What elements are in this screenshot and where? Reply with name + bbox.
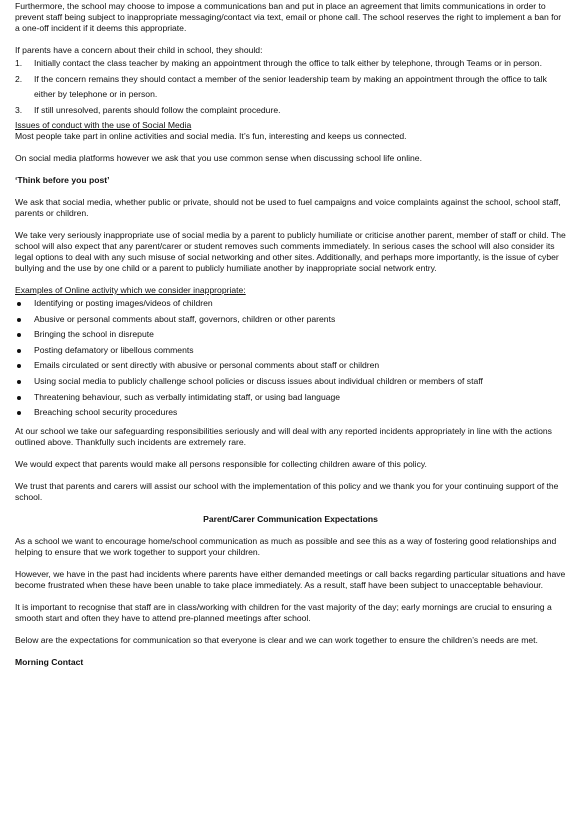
morning-contact-heading: Morning Contact [15, 656, 84, 667]
intro-paragraph: Furthermore, the school may choose to impose a communications ban and put in place an agreement that limits communications in order to prevent staff being subject to inappropriate messaging/contact via text, email or phone call. The school reserves the right to implement a ban for a one-off incident if it deems this appropriate. [15, 1, 562, 33]
step-number: 1. [15, 58, 23, 68]
example-text: Abusive or personal comments about staff, governors, children or other parents [34, 313, 336, 324]
safeguarding-paragraph: At our school we take our safeguarding responsibilities seriously and will deal with any reported incidents appropriately in line with the actions outlined above. Thankfully such incidents are extremely rare. [15, 425, 552, 447]
step-text: If still unresolved, parents should follow the complaint procedure. [34, 104, 281, 115]
expect-paragraph: We would expect that parents would make all persons responsible for collecting children aware of this policy. [15, 458, 427, 469]
communication-heading: Parent/Carer Communication Expectations [203, 513, 378, 524]
bullet-icon [17, 411, 21, 415]
step-text: Initially contact the class teacher by making an appointment through the office to talk either by telephone, through Teams or in person. [34, 58, 542, 68]
examples-heading: Examples of Online activity which we consider inappropriate: [15, 285, 246, 295]
list-item [15, 103, 566, 119]
think-heading: ‘Think before you post’ [15, 175, 110, 185]
bullet-icon [17, 333, 21, 337]
example-text: Breaching school security procedures [34, 407, 178, 418]
list-item [15, 390, 566, 406]
social-media-heading: Issues of conduct with the use of Social Media [15, 120, 192, 130]
trust-paragraph: We trust that parents and carers will assist our school with the implementation of this policy and we thank you for your continuing support of the school. [15, 480, 559, 502]
example-text: Emails circulated or sent directly with abusive or personal comments about staff or children [34, 360, 380, 371]
examples-list [15, 296, 566, 421]
bullet-icon [17, 349, 21, 353]
bullet-icon [17, 380, 21, 384]
list-item [15, 374, 566, 390]
communication-paragraph-4: Below are the expectations for communication so that everyone is clear and we can work together to ensure the children’s needs are met. [15, 634, 538, 645]
think-paragraph-2: We take very seriously inappropriate use of social media by a parent to publicly humiliate or criticise another parent, member of staff or child. The school will also expect that any parent/carer or student removes such comments immediately. In serious cases the school will also consider its legal options to deal with any such misuse of social networking and other sites. Additionally, and perhaps more importantly, is the issue of cyber bullying and the use by one child or a parent to publicly humiliate another by inappropriate social network entry. [15, 230, 566, 273]
think-paragraph-1: We ask that social media, whether public or private, should not be used to fuel campaigns and voice complaints against the school, school staff, parents or children. [15, 197, 561, 218]
list-item [15, 343, 566, 359]
social-platforms: On social media platforms however we ask that you use common sense when discussing school life online. [15, 153, 422, 163]
bullet-icon [17, 318, 21, 322]
step-text: If the concern remains they should contact a member of the senior leadership team by making an appointment through the office to talk either by telephone or in person. [34, 73, 547, 99]
communication-paragraph-2: However, we have in the past had incidents where parents have either demanded meetings or call backs regarding particular situations and have become frustrated when these have been unable to take place immediately. As a result, staff have been subject to unacceptable behaviour. [15, 568, 566, 590]
example-text: Using social media to publicly challenge school policies or discuss issues about individual children or members of staff [34, 375, 483, 386]
list-item [15, 327, 566, 343]
list-item [15, 72, 566, 103]
communication-paragraph-3: It is important to recognise that staff are in class/working with children for the vast majority of the day; early mornings are crucial to ensuring a smooth start and often they have to attend pre-planned meetings after school. [15, 601, 552, 623]
list-item [15, 296, 566, 312]
list-item [15, 56, 566, 72]
example-text: Identifying or posting images/videos of children [34, 298, 213, 308]
concern-steps-list [15, 56, 566, 118]
concern-lead: If parents have a concern about their child in school, they should: [15, 45, 263, 55]
bullet-icon [17, 302, 21, 306]
step-number: 2. [15, 73, 23, 84]
social-intro: Most people take part in online activities and social media. It’s fun, interesting and keeps us connected. [15, 131, 407, 141]
example-text: Posting defamatory or libellous comments [34, 344, 194, 355]
list-item [15, 358, 566, 374]
list-item [15, 405, 566, 421]
communication-paragraph-1: As a school we want to encourage home/school communication as much as possible and see this as a way of fostering good relationships and helping to ensure that we work together to support your children. [15, 535, 557, 557]
bullet-icon [17, 396, 21, 400]
list-item [15, 312, 566, 328]
step-number: 3. [15, 104, 23, 115]
bullet-icon [17, 364, 21, 368]
example-text: Threatening behaviour, such as verbally intimidating staff, or using bad language [34, 391, 341, 402]
example-text: Bringing the school in disrepute [34, 329, 154, 340]
